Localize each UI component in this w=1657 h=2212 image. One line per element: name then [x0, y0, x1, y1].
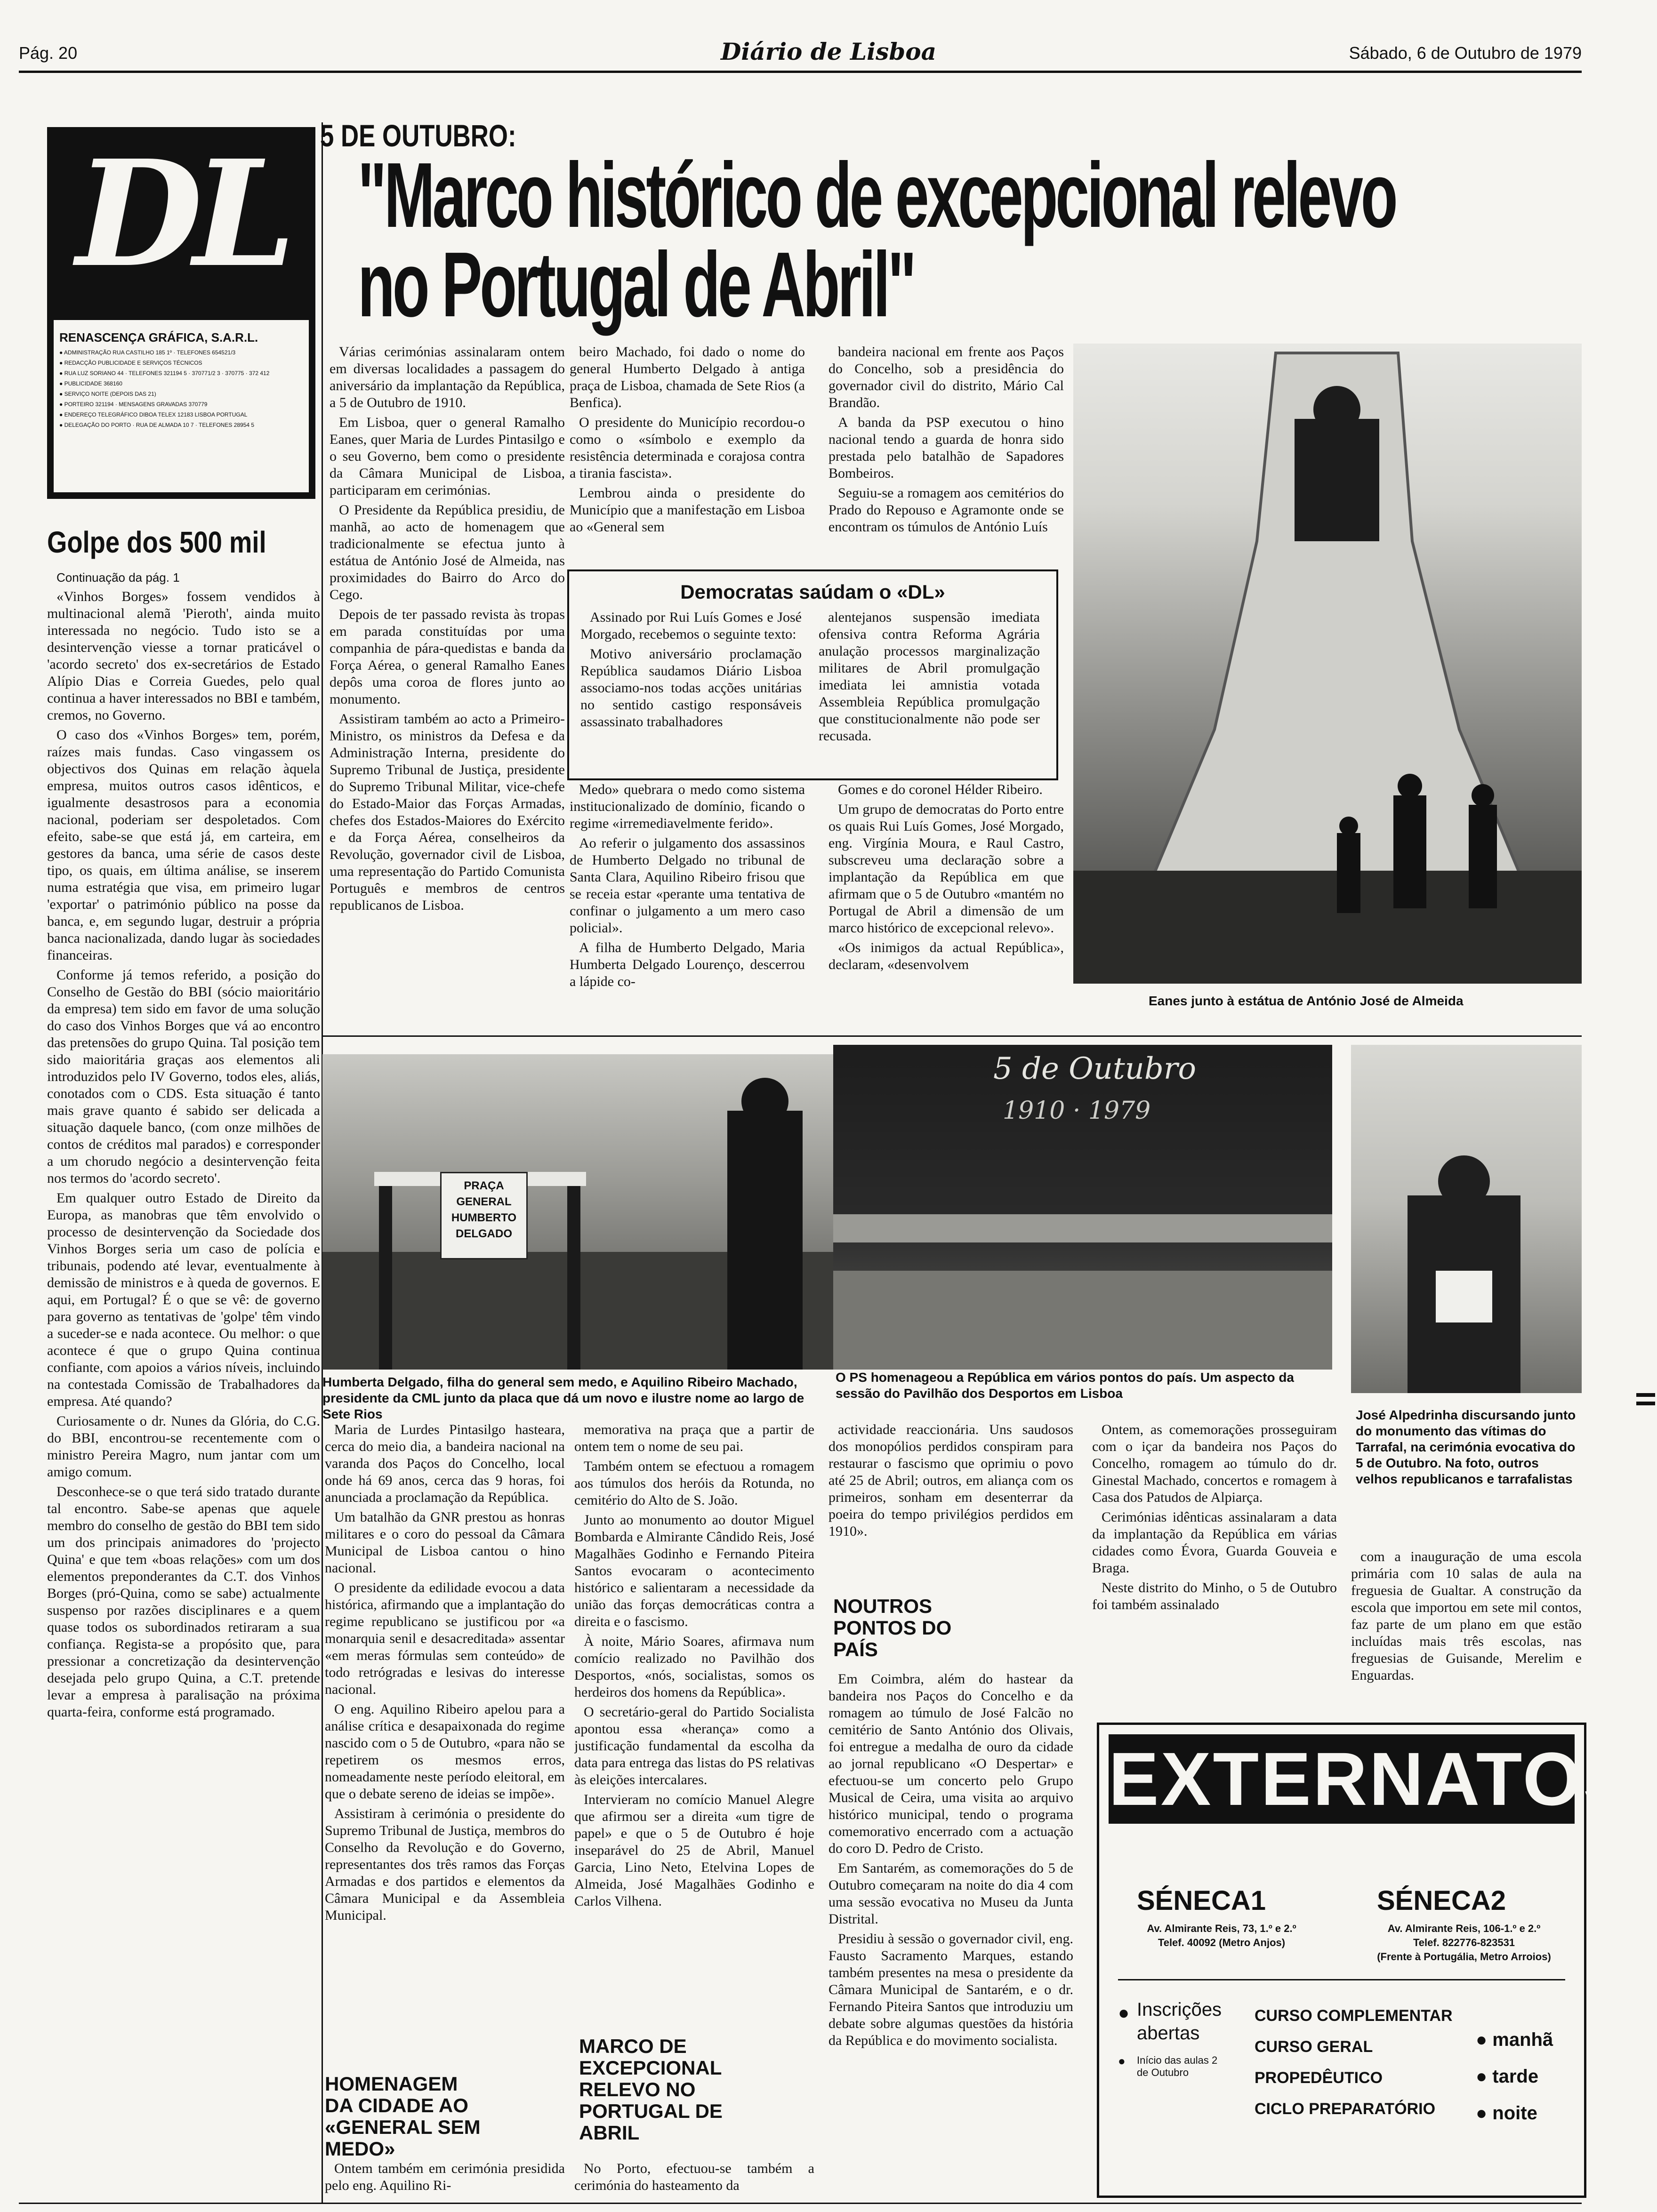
lower-paragraph: Ontem, as comemorações prosseguiram com o içar da bandeira nos Paços do Concelho, romagem ao túmulo do dr. Ginestal Machado, concertos e romagem à Casa dos Patudos de Alpiarça. — [1092, 1422, 1337, 1505]
main-paragraph: O Presidente da República presidiu, de manhã, ao acto de homenagem que tradicionalmente se efectua junto à estátua de António José de Almeida, nas proximidades do Bairro do Arco do Cego. — [330, 502, 565, 602]
golpe-paragraph: Em qualquer outro Estado de Direito da Europa, as manobras que têm envolvido o processo de desintervenção da Sociedade dos Vinhos Borges seria um caso de polícia e tribunais, podendo até levar, eventualmente à demissão de ministros e à queda de governos. E aqui, em Portugal? É o que se vê: de governo para governo as tentativas de 'golpe' têm vindo a suceder-se e nada acontece. Ou melhor: o que acontece é que o grupo Quina continua confiante, com apoios a vários níveis, incluindo na contestada Comissão de Trabalhadores da empresa. Até quando? — [47, 1190, 320, 1409]
main-paragraph: O presidente do Município recordou-o como o «símbolo e exemplo da resistência determinada e corajosa contra a tirania fascista». — [570, 415, 805, 481]
equals-marker — [1636, 1393, 1655, 1405]
lower-paragraph: O secretário-geral do Partido Socialista apontou essa «herança» como a justificação fundamental da escolha da data para entrega das listas do PS relativas às eleições intercalares. — [574, 1704, 814, 1787]
statue-caption: Eanes junto à estátua de António José de Almeida — [1149, 994, 1464, 1008]
school1-phone: Telef. 40092 (Metro Anjos) — [1158, 1937, 1286, 1948]
headline-line-1: "Marco histórico de excepcional relevo — [358, 144, 1396, 247]
lower-paragraph: Junto ao monumento ao doutor Miguel Bombarda e Almirante Cândido Reis, José Magalhães Godinho e Fernando Piteira Santos evocaram o acontecimento histórico e salientaram a necessidade da união das forças democráticas contra a direita e o fascismo. — [574, 1512, 814, 1629]
issue-date: Sábado, 6 de Outubro de 1979 — [1349, 43, 1582, 63]
course-item: PROPEDÊUTICO — [1255, 2069, 1383, 2087]
lower-paragraph: No Porto, efectuou-se também a cerimónia do hasteamento da — [574, 2161, 814, 2193]
lower-paragraph: Assistiram à cerimónia o presidente do Supremo Tribunal de Justiça, membros do Conselho da Revolução e do Governo, representantes dos três ramos das Forças Armadas e dos partidos e elementos da Câmara Municipal e da Assembleia Municipal. — [325, 1806, 565, 1923]
contact-line: ● PUBLICIDADE 368160 — [59, 380, 122, 387]
ad-title: EXTERNATOS — [1109, 1734, 1575, 1824]
school1-address: Av. Almirante Reis, 73, 1.º e 2.º — [1147, 1923, 1296, 1934]
lower-paragraph: Maria de Lurdes Pintasilgo hasteara, cerca do meio dia, a bandeira nacional na varanda dos Paços do Concelho, local onde há 69 anos, cerca das 9 horas, foi anunciada a proclamação da República. — [325, 1422, 565, 1505]
masthead: Diário de Lisboa — [720, 38, 937, 65]
main-column-3 — [828, 344, 1064, 555]
main-paragraph: Várias cerimónias assinalaram ontem em diversas localidades a passagem do aniversário da implantação da República, a 5 de Outubro de 1910. — [330, 344, 565, 410]
lower-paragraph: Ontem também em cerimónia presidida pelo eng. Aquilino Ri- — [325, 2161, 565, 2193]
main-paragraph: Em Lisboa, quer o general Ramalho Eanes, quer Maria de Lurdes Pintasilgo e o seu Governo, bem como o presidente da Câmara Municipal de Lisboa, participaram em cerimónias. — [330, 415, 565, 498]
school2-phone: Telef. 822776-823531 — [1413, 1937, 1515, 1948]
contact-list — [54, 349, 309, 429]
lower-paragraph: Também ontem se efectuou a romagem aos túmulos dos heróis da Rotunda, no cemitério do Alto de S. João. — [574, 1459, 814, 1508]
schedule-item: ● noite — [1476, 2103, 1537, 2124]
lower-paragraph: Um batalhão da GNR prestou as honras militares e o coro do pessoal da Câmara Municipal de Lisboa cantou o hino nacional. — [325, 1509, 565, 1576]
footer-rule — [19, 2203, 1582, 2204]
main-paragraph: A filha de Humberto Delgado, Maria Humberta Delgado Lourenço, descerrou a lápide co- — [570, 940, 805, 989]
main-column-3-cont — [828, 781, 1064, 1035]
placa-sign — [440, 1172, 528, 1259]
schedule-item: ● tarde — [1476, 2066, 1539, 2087]
golpe-paragraph: Curiosamente o dr. Nunes da Glória, do C.G. do BBI, encontrou-se recentemente com o ministro Pereira Magro, num jantar com um amigo comum. — [47, 1413, 320, 1480]
placa-line: PRAÇA — [464, 1179, 504, 1192]
main-paragraph: Um grupo de democratas do Porto entre os quais Rui Luís Gomes, José Morgado, eng. Virgínia Moura, e Raul Castro, subscreveu uma declaração sobre a implantação da República em que afirmam que o 5 de Outubro «mantém no Portugal de Abril a dimensão de um marco histórico de excepcional relevo». — [828, 801, 1064, 936]
main-paragraph: «Os inimigos da actual República», declaram, «desenvolvem — [828, 940, 1064, 972]
main-paragraph: beiro Machado, foi dado o nome do general Humberto Delgado à antiga praça de Lisboa, chamada de Sete Rios (a Benfica). — [570, 344, 805, 410]
inscricoes-text: Inscrições abertas — [1137, 1999, 1222, 2044]
lower-paragraph: O eng. Aquilino Ribeiro apelou para a análise crítica e desapaixonada do regime nascido com o 5 de Outubro, «para não se repetirem os mesmos erros, nomeadamente neste período eleitoral, em que o debate sereno de ideias se impõe». — [325, 1701, 565, 1802]
ps-photo — [833, 1045, 1332, 1370]
kicker: 5 DE OUTUBRO: — [320, 118, 516, 153]
placa-illustration — [322, 1054, 836, 1370]
main-paragraph: Depois de ter passado revista às tropas em parada constituídas por uma companhia de pára-quedistas e banda da Força Aérea, o general Ramalho Eanes depôs uma coroa de flores junto ao monumento. — [330, 607, 565, 707]
course-list — [1255, 2000, 1471, 2124]
main-paragraph: Seguiu-se a romagem aos cemitérios do Prado do Repouso e Agramonte onde se encontram os túmulos de António Luís — [828, 485, 1064, 535]
marco-heading: MARCO DE EXCEPCIONAL RELEVO NO PORTUGAL DE ABRIL — [579, 2035, 723, 2144]
schedule-item: ● manhã — [1476, 2029, 1553, 2050]
lower-paragraph: O presidente da edilidade evocou a data histórica, afirmando que a implantação do regime republicano se justificou por «a monarquia senil e desacreditada» assentar «em meras fórmulas sem conteúdo» de todo retrógradas e lesivas do interesse nacional. — [325, 1580, 565, 1697]
golpe-paragraph: Conforme já temos referido, a posição do Conselho de Gestão do BBI (sócio maioritário da empresa) tem sido em favor de uma solução do caso dos Vinhos Borges que vá ao encontro das pretensões do grupo Quina. Tal posição tem sido maioritária graças aos elementos ali introduzidos pelo IV Governo, todos eles, aliás, conotados com o CDS. Esta situação é tanto mais grave quanto é sabido ser delicada a situação daquele banco, (com onze milhões de contos de créditos mal parados) e corresponder a um chorudo negócio a desintervenção feita nos termos do 'acordo secreto'. — [47, 967, 320, 1186]
lower-paragraph: Cerimónias idênticas assinalaram a data da implantação da República em várias cidades como Évora, Guarda Gouveia e Braga. — [1092, 1509, 1337, 1576]
lower-column-4 — [1092, 1421, 1337, 1760]
inicio-bullet: ● — [1118, 2054, 1126, 2068]
statue-photo — [1073, 344, 1582, 984]
golpe-paragraph: «Vinhos Borges» fossem vendidos à multinacional alemã 'Pieroth', ainda muito interessada no negócio. Tudo isto se a desintervenção viesse a tornar praticável o 'acordo secreto' dos ex-secretários de Estado Alípio Dias e Correia Guedes, pelo qual continua a haver interessados no BBI e também, cremos, no Governo. — [47, 589, 320, 723]
democratas-paragraph: alentejanos suspensão imediata ofensiva contra Reforma Agrária anulação processos marginalização militares de Abril promulgação imediata lei amnistia votada Assembleia República promulgação que constitucionalmente não pode ser recusada. — [819, 609, 1040, 744]
lower-paragraph: Neste distrito do Minho, o 5 de Outubro foi também assinalado — [1092, 1580, 1337, 1612]
lower-column-3 — [828, 1421, 1073, 1577]
ps-banner-years: 1910 · 1979 — [1003, 1097, 1151, 1125]
lower-paragraph: À noite, Mário Soares, afirmava num comício realizado no Pavilhão dos Desportos, «nós, socialistas, somos os herdeiros dos homens da República». — [574, 1634, 814, 1700]
main-paragraph: Ao referir o julgamento dos assassinos de Humberto Delgado no tribunal de Santa Clara, Aquilino Ribeiro frisou que se receia estar «perante uma tentativa de confinar o julgamento a um mero caso policial». — [570, 835, 805, 936]
statue-illustration — [1073, 344, 1582, 984]
main-column-1 — [330, 344, 565, 1035]
course-item: CURSO GERAL — [1255, 2038, 1373, 2056]
noutros-text — [828, 1671, 1073, 2198]
school2-name: SÉNECA2 — [1377, 1885, 1506, 1916]
course-item: CICLO PREPARATÓRIO — [1255, 2100, 1436, 2118]
logo-info — [54, 320, 309, 492]
democratas-paragraph: Motivo aniversário proclamação República saudamos Diário Lisboa associamo-nos todas acções unitárias no sentido castigo responsáveis assassinato trabalhadores — [580, 646, 802, 729]
lower-paragraph: Em Coimbra, além do hastear da bandeira nos Paços do Concelho e da romagem ao túmulo de José Falcão no cemitério de Santo António dos Olivais, foi entregue a medalha de ouro da cidade ao jornal republicano «O Despertar» e efectuou-se um concerto pelo Grupo Musical de Ceira, uma visita ao arquivo histórico municipal, tendo o programa comemorativo encerrado com a actuação do coro D. Pedro de Cristo. — [828, 1671, 1073, 1856]
school2-note: (Frente à Portugália, Metro Arroios) — [1377, 1951, 1551, 1963]
democratas-title: Democratas saúdam o «DL» — [680, 581, 945, 603]
placa-photo — [322, 1054, 836, 1370]
page-number: Pág. 20 — [19, 43, 78, 63]
contact-line: ● PORTEIRO 321194 · MENSAGENS GRAVADAS 370779 — [59, 401, 208, 408]
lower-paragraph: com a inauguração de uma escola primária com 10 salas de aula na freguesia de Gualtar. A construção da escola que importou em sete mil contos, faz parte de um plano em que estão incluídas mais três escolas, nas freguesias de Guisande, Merelim e Enguardas. — [1351, 1549, 1582, 1683]
lower-paragraph: memorativa na praça que a partir de ontem tem o nome de seu pai. — [574, 1422, 814, 1454]
contact-line: ● ADMINISTRAÇÃO RUA CASTILHO 185 1º · TELEFONES 654521/3 — [59, 349, 236, 356]
democratas-paragraph: Assinado por Rui Luís Gomes e José Morgado, recebemos o seguinte texto: — [580, 609, 802, 642]
placa-caption: Humberta Delgado, filha do general sem medo, e Aquilino Ribeiro Machado, presidente da CML junto da placa que dá um novo e ilustre nome ao largo de Sete Rios — [322, 1375, 804, 1421]
contact-line: ● REDACÇÃO PUBLICIDADE E SERVIÇOS TÉCNICOS — [59, 360, 202, 366]
main-paragraph: Lembrou ainda o presidente do Município que a manifestação em Lisboa ao «General sem — [570, 485, 805, 535]
main-paragraph: Gomes e do coronel Hélder Ribeiro. — [838, 782, 1043, 797]
noutros-heading: NOUTROS PONTOS DO PAÍS — [833, 1595, 952, 1660]
logo-box — [47, 127, 315, 499]
main-paragraph: Assistiram também ao acto a Primeiro-Ministro, os ministros da Defesa e da Administração Interna, presidente do Supremo Tribunal de Justiça, presidente do Supremo Tribunal Militar, vice-chefe do Estado-Maior das Forças Armadas, chefes dos Estados-Maiores do Exército e da Força Aérea, conselheiros da Revolução, governador civil de Lisboa, uma representação do Partido Comunista Português e membros de centros republicanos de Lisboa. — [330, 711, 565, 913]
lower-paragraph: Presidiu à sessão o governador civil, eng. Fausto Sacramento Marques, estando também presentes na mesa o presidente da Câmara Municipal de Santarém, e o dr. Fernando Piteira Santos que introduziu um debate sobre algumas questões da história da República e do movimento socialista. — [828, 1931, 1073, 2048]
homenagem-heading: HOMENAGEM DA CIDADE AO «GENERAL SEM MEDO» — [325, 2073, 481, 2160]
ps-crowd — [833, 1214, 1332, 1370]
lower-paragraph: Em Santarém, as comemorações do 5 de Outubro começaram na noite do dia 4 com uma sessão evocativa no Museu da Junta Distrital. — [828, 1860, 1073, 1927]
inicio-text: Início das aulas 2 de Outubro — [1137, 2054, 1218, 2078]
placa-line: DELGADO — [456, 1227, 512, 1240]
school2-address: Av. Almirante Reis, 106-1.º e 2.º — [1387, 1923, 1541, 1934]
section-rule — [322, 1035, 1582, 1037]
logo-letters: DL — [76, 128, 287, 300]
ps-caption: O PS homenageou a República em vários pontos do país. Um aspecto da sessão do Pavilhão dos Desportos em Lisboa — [836, 1370, 1294, 1401]
golpe-paragraph: Desconhece-se o que terá sido tratado durante tal encontro. Sabe-se apenas que aquele membro do conselho de gestão do BBI tem sido um dos principais animadores do 'projecto Quina' e que tem «boas relações» com um dos elementos preponderantes da C.T. dos Vinhos Borges (pró-Quina, como se sabe) actualmente suspenso por razões disciplinares e a quem quase todos os subordinados retiraram a sua confiança. Regista-se a propósito que, para pressionar a concretização da desintervenção desejada pelo grupo Quina, a C.T. pretende levar a empresa à paralisação na próxima quarta-feira, conforme está programado. — [47, 1484, 320, 1720]
placa-line: HUMBERTO — [451, 1211, 517, 1224]
democratas-box — [567, 569, 1058, 780]
tarrafal-illustration — [1351, 1045, 1582, 1393]
contact-line: ● SERVIÇO NOITE (DEPOIS DAS 21) — [59, 391, 156, 397]
golpe-title: Golpe dos 500 mil — [47, 525, 266, 559]
header-rule — [19, 71, 1582, 73]
inscricoes-bullet: ● — [1118, 2002, 1130, 2023]
main-column-2-cont — [570, 781, 805, 1035]
ad-divider — [1118, 1979, 1565, 1980]
headline-line-2: no Portugal de Abril" — [358, 233, 914, 336]
contact-line: ● ENDEREÇO TELEGRÁFICO DIBOA TELEX 12183 LISBOA PORTUGAL — [59, 411, 248, 418]
ps-banner: 5 de Outubro — [993, 1051, 1196, 1086]
main-column-2 — [570, 344, 805, 555]
marco-text — [574, 2160, 814, 2198]
main-paragraph: A banda da PSP executou o hino nacional tendo a guarda de honra sido prestada pelo batalhão de Sapadores Bombeiros. — [828, 415, 1064, 481]
main-paragraph: bandeira nacional em frente aos Paços do Concelho, sob a presidência do governador civil do distrito, Mário Cal Brandão. — [828, 344, 1064, 410]
company-name: RENASCENÇA GRÁFICA, S.A.R.L. — [59, 330, 258, 345]
contact-line: ● RUA LUZ SORIANO 44 · TELEFONES 321194 5 · 370771/2 3 · 370775 · 372 412 — [59, 370, 270, 377]
externatos-ad — [1097, 1723, 1635, 2198]
lower-paragraph: Intervieram no comício Manuel Alegre que afirmou ser a direita «um tigre de papel» e que o 5 de Outubro é hoje inseparável do 25 de Abril, Manuel Garcia, Lino Neto, Etelvina Lopes de Almeida, José Magalhães Godinho e Carlos Vilhena. — [574, 1792, 814, 1909]
placa-line: GENERAL — [456, 1195, 512, 1208]
homenagem-text — [325, 2160, 565, 2198]
main-paragraph: Medo» quebrara o medo como sistema institucionalizado de domínio, ficando o regime «irremediavelmente ferido». — [570, 782, 805, 831]
democratas-right — [819, 609, 1040, 774]
schedule-list — [1476, 2021, 1570, 2132]
tarrafal-caption: José Alpedrinha discursando junto do monumento das vítimas do Tarrafal, na cerimónia evocativa do 5 de Outubro. Na foto, outros velhos republicanos e tarrafalistas — [1356, 1408, 1576, 1486]
course-item: CURSO COMPLEMENTAR — [1255, 2007, 1453, 2025]
tarrafal-photo — [1351, 1045, 1582, 1393]
contact-line: ● DELEGAÇÃO DO PORTO · RUA DE ALMADA 10 7 · TELEFONES 28954 5 — [59, 422, 255, 428]
golpe-article-body — [47, 588, 320, 2198]
golpe-continuation: Continuação da pág. 1 — [56, 570, 180, 585]
lower-paragraph: actividade reaccionária. Uns saudosos dos monopólios perdidos conspiram para restaurar o fascismo que oprimiu o povo até 25 de Abril; outros, em aliança com os primeiros, sonham em desenterrar da poeira do tempo privilégios perdidos em 1910». — [828, 1422, 1073, 1539]
lower-column-2 — [574, 1421, 814, 2028]
democratas-left — [580, 609, 802, 774]
school1-name: SÉNECA1 — [1137, 1885, 1266, 1916]
golpe-paragraph: O caso dos «Vinhos Borges» tem, porém, raízes mais fundas. Caso vingassem os objectivos dos Quinas em relação àquela empresa, muitos outros casos idênticos, e igualmente desastrosos para a economia nacional, poderiam ser despoletados. Com efeito, sabe-se que está já, em carteira, em gestores da banca, uma série de casos deste tipo, os quais, em última análise, se inserem numa estratégia que visa, em primeiro lugar 'exportar' o património público na posse da banca, e, em segundo lugar, destruir a própria banca nacionalizada, dando lugar às sociedades financeiras. — [47, 727, 320, 963]
lower-column-1 — [325, 1421, 565, 2061]
